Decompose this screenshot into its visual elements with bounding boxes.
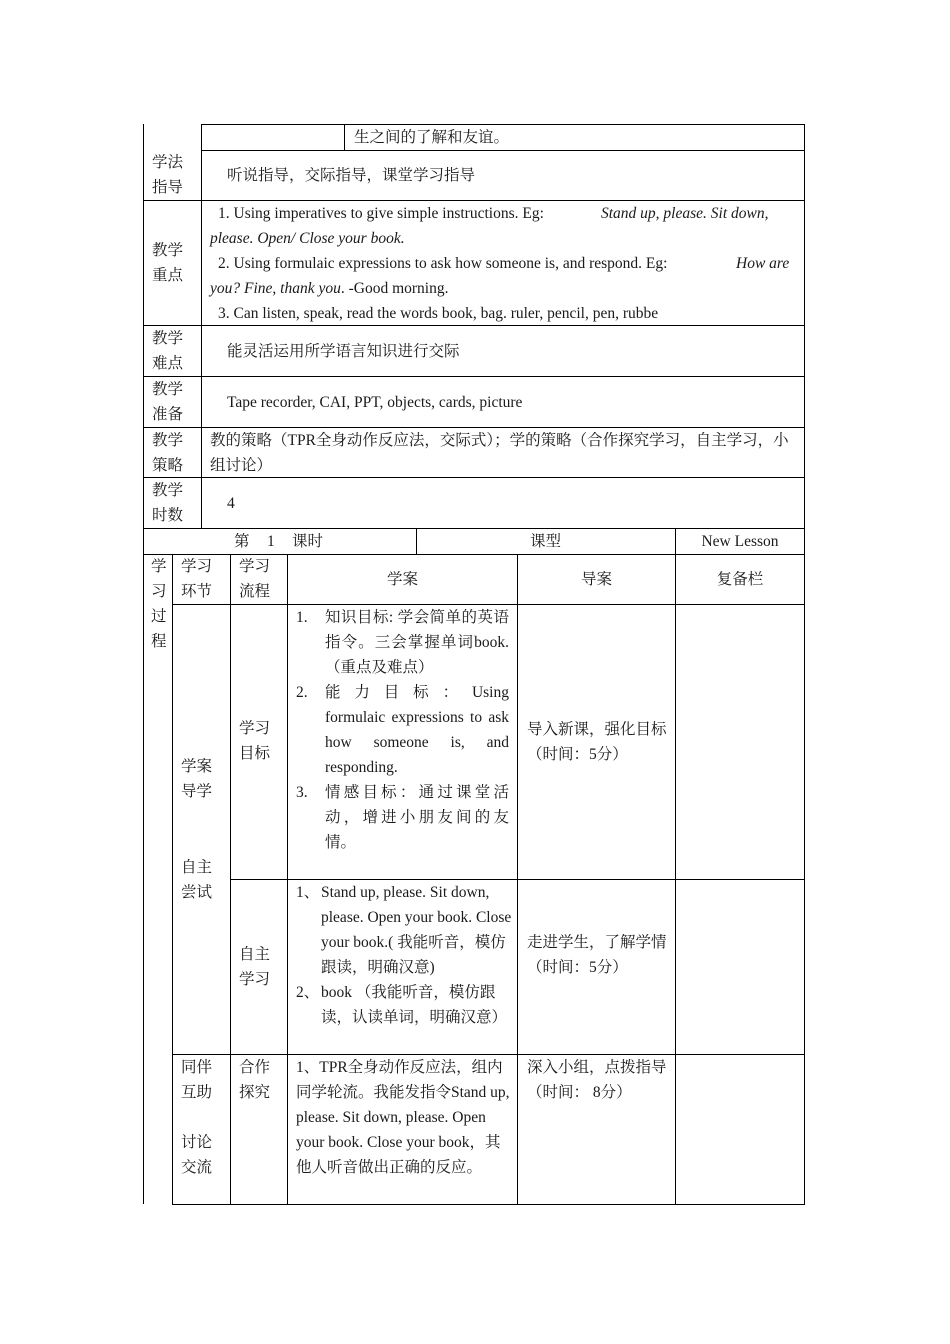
row-label: 学法 [152, 154, 184, 171]
objective-ability: 能 力 目 标 ： Using formulaic expressions to ask how someone is, and responding. [325, 684, 509, 776]
grid-line [201, 150, 805, 151]
flow-label: 学习 [239, 971, 271, 988]
strategy-content: 教的策略（TPR全身动作反应法，交际式）；学的策略（合作探究学习，自主学习，小组讨论） [210, 432, 789, 474]
objective-number: 3. [296, 784, 308, 801]
lesson-number: 1 [267, 533, 275, 550]
stage-label: 讨论 [181, 1134, 213, 1151]
grid-line [287, 554, 288, 1205]
grid-line [804, 124, 805, 1205]
header-xuean: 学案 [386, 571, 418, 588]
process-label: 学 [151, 558, 167, 575]
row-label: 教学 [152, 432, 184, 449]
self-study-item-1: Stand up, please. Sit down, please. Open your book. Close your book.( 我能听音，模仿跟读，明确汉意) [321, 884, 512, 976]
stage-label: 自主 [181, 859, 213, 876]
row-label: 策略 [152, 457, 184, 474]
flow-label: 探究 [239, 1084, 271, 1101]
row-label: 指导 [152, 179, 184, 196]
lesson-prefix: 第 [234, 533, 250, 550]
difficulty-content: 能灵活运用所学语言知识进行交际 [227, 343, 460, 360]
header-stage: 环节 [181, 583, 213, 600]
stage-label: 尝试 [181, 884, 213, 901]
process-label: 习 [151, 583, 167, 600]
grid-line [344, 124, 345, 150]
key-point-1a: 1. Using imperatives to give simple instructions. Eg: [218, 205, 544, 222]
grid-line [675, 528, 676, 1205]
stage-label: 交流 [181, 1159, 213, 1176]
guide-cooperation: 深入小组，点拨指导（时间： 8分） [527, 1059, 667, 1101]
flow-label: 学习 [239, 720, 271, 737]
header-flow: 流程 [239, 583, 271, 600]
preparation-content: Tape recorder, CAI, PPT, objects, cards, picture [227, 394, 523, 411]
key-point-1c: please. Open/ Close your book. [210, 230, 405, 247]
stage-label: 互助 [181, 1084, 213, 1101]
grid-line [172, 1204, 805, 1205]
row-label: 教学 [152, 482, 184, 499]
self-study-number: 2、 [296, 984, 320, 1001]
row-label: 时数 [152, 507, 184, 524]
self-study-item-2: book （我能听音，模仿跟读，认读单词，明确汉意） [321, 984, 508, 1026]
key-point-2a: 2. Using formulaic expressions to ask how someone is, and respond. Eg: [218, 255, 668, 272]
objective-emotion: 情感目标：通过课堂活动，增进小朋友间的友情。 [325, 784, 509, 851]
row-label: 难点 [152, 355, 184, 372]
guide-intro: 导入新课，强化目标（时间：5分） [527, 721, 667, 763]
row-label: 教学 [152, 381, 184, 398]
lesson-suffix: 课时 [292, 533, 324, 550]
key-point-3: 3. Can listen, speak, read the words book, bag. ruler, pencil, pen, rubbe [218, 305, 659, 322]
row-label: 教学 [152, 242, 184, 259]
study-method-content: 听说指导，交际指导，课堂学习指导 [227, 167, 476, 184]
stage-label: 导学 [181, 783, 213, 800]
grid-line [143, 376, 805, 377]
key-point-1b: Stand up, please. Sit down, [601, 205, 769, 222]
flow-label: 目标 [239, 745, 271, 762]
grid-line [143, 124, 144, 1204]
top-row-text: 生之间的了解和友谊。 [354, 129, 510, 146]
objective-knowledge: 知识目标: 学会简单的英语指令。三会掌握单词book.（重点及难点） [325, 609, 509, 676]
guide-self-study: 走进学生，了解学情（时间：5分） [527, 934, 667, 976]
self-study-number: 1、 [296, 884, 320, 901]
process-label: 程 [151, 633, 167, 650]
grid-line [201, 124, 202, 528]
flow-label: 自主 [239, 946, 271, 963]
stage-label: 学案 [181, 758, 213, 775]
header-stage: 学习 [181, 558, 213, 575]
grid-line [517, 554, 518, 1205]
stage-label: 同伴 [181, 1059, 213, 1076]
header-daoan: 导案 [580, 571, 612, 588]
objective-number: 2. [296, 684, 308, 701]
row-label: 准备 [152, 406, 184, 423]
process-label: 过 [151, 608, 167, 625]
header-fubei: 复备栏 [716, 571, 764, 588]
lesson-type-label: 课型 [529, 533, 561, 550]
row-label: 重点 [152, 267, 184, 284]
key-point-2c: you? Fine, thank you. -Good morning. [210, 280, 449, 297]
key-point-2b: How are [736, 255, 790, 272]
objective-number: 1. [296, 609, 308, 626]
cooperation-content: 1、TPR全身动作反应法，组内同学轮流。我能发指令Stand up, please. Sit down, please. Open your book. Close your book，其他人听音做出正确的反应。 [296, 1059, 510, 1176]
header-flow: 学习 [239, 558, 271, 575]
grid-line [230, 554, 231, 1205]
flow-label: 合作 [239, 1059, 271, 1076]
grid-line [172, 554, 173, 1205]
hours-content: 4 [227, 495, 235, 512]
lesson-type-value: New Lesson [701, 533, 779, 550]
row-label: 教学 [152, 330, 184, 347]
